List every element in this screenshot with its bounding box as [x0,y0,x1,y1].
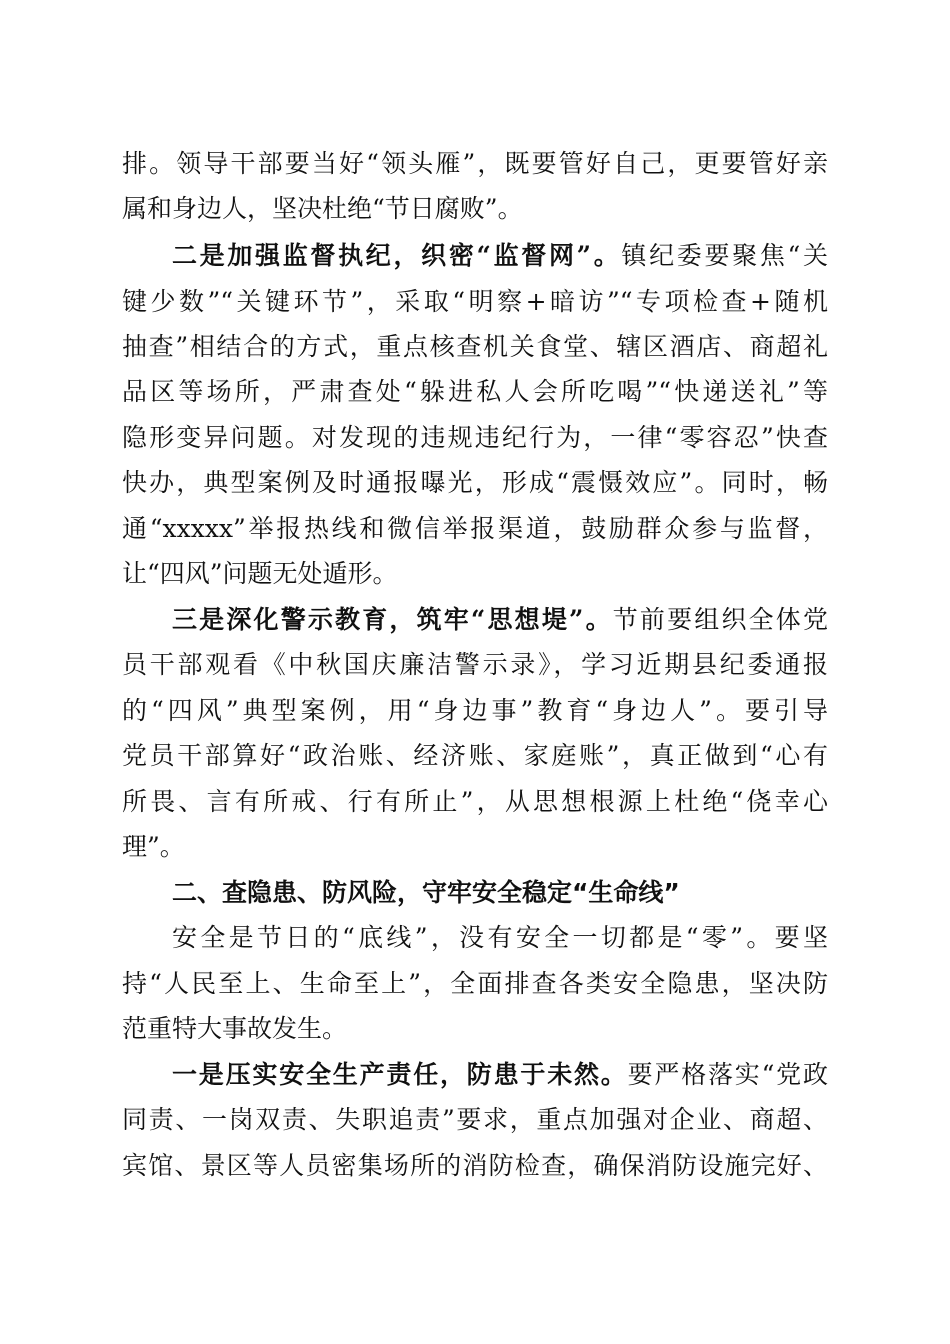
paragraph-first-line [122,1052,828,1098]
text-line: 让“四风”问题无处遁形。 [122,559,398,588]
text-line: 同责、一岗双责、失职追责”要求，重点加强对企业、商超、 [122,1105,828,1134]
text-line: 理”。 [122,832,185,861]
text-line: 抽查”相结合的方式，重点核查机关食堂、辖区酒店、商超礼 [122,332,828,361]
text-line: 键少数”“关键环节”，采取“明察+暗访”“专项检查+随机 [122,287,828,316]
text-line: 持“人民至上、生命至上”，全面排查各类安全隐患，坚决防 [122,969,828,998]
paragraph-first-line [122,597,828,643]
text-line: 属和身边人，坚决杜绝“节日腐败”。 [122,194,523,223]
paragraph-lead: 一是压实安全生产责任，防患于未然。 [172,1060,628,1089]
text-line: 范重特大事故发生。 [122,1014,348,1043]
paragraph-first-line [122,233,828,279]
paragraph-text: 节前要组织全体党 [612,605,828,634]
text-line: 的“四风”典型案例，用“身边事”教育“身边人”。要引导 [122,696,828,725]
text-line: 通“xxxxx”举报热线和微信举报渠道，鼓励群众参与监督， [122,514,828,543]
text-line: 品区等场所，严肃查处“躲进私人会所吃喝”“快递送礼”等 [122,377,828,406]
text-line: 宾馆、景区等人员密集场所的消防检查，确保消防设施完好、 [122,1151,828,1180]
paragraph-text: 镇纪委要聚焦“关 [621,241,828,270]
text-line: 隐形变异问题。对发现的违规违纪行为，一律“零容忍”快查 [122,423,828,452]
text-line: 快办，典型案例及时通报曝光，形成“震慑效应”。同时，畅 [122,468,828,497]
paragraph-lead: 二是加强监督执纪，织密“监督网”。 [172,241,622,270]
text-line: 党员干部算好“政治账、经济账、家庭账”，真正做到“心有 [122,741,828,770]
text-line: 所畏、言有所戒、行有所止”，从思想根源上杜绝“侥幸心 [122,787,828,816]
text-line: 排。领导干部要当好“领头雁”，既要管好自己，更要管好亲 [122,149,828,178]
text-line: 安全是节日的“底线”，没有安全一切都是“零”。要坚 [172,923,828,952]
paragraph-lead: 三是深化警示教育，筑牢“思想堤”。 [172,605,613,634]
section-heading: 二、查隐患、防风险，守牢安全稳定“生命线” [172,878,680,907]
text-line: 员干部观看《中秋国庆廉洁警示录》，学习近期县纪委通报 [122,650,828,679]
paragraph-text: 要严格落实“党政 [627,1060,828,1089]
